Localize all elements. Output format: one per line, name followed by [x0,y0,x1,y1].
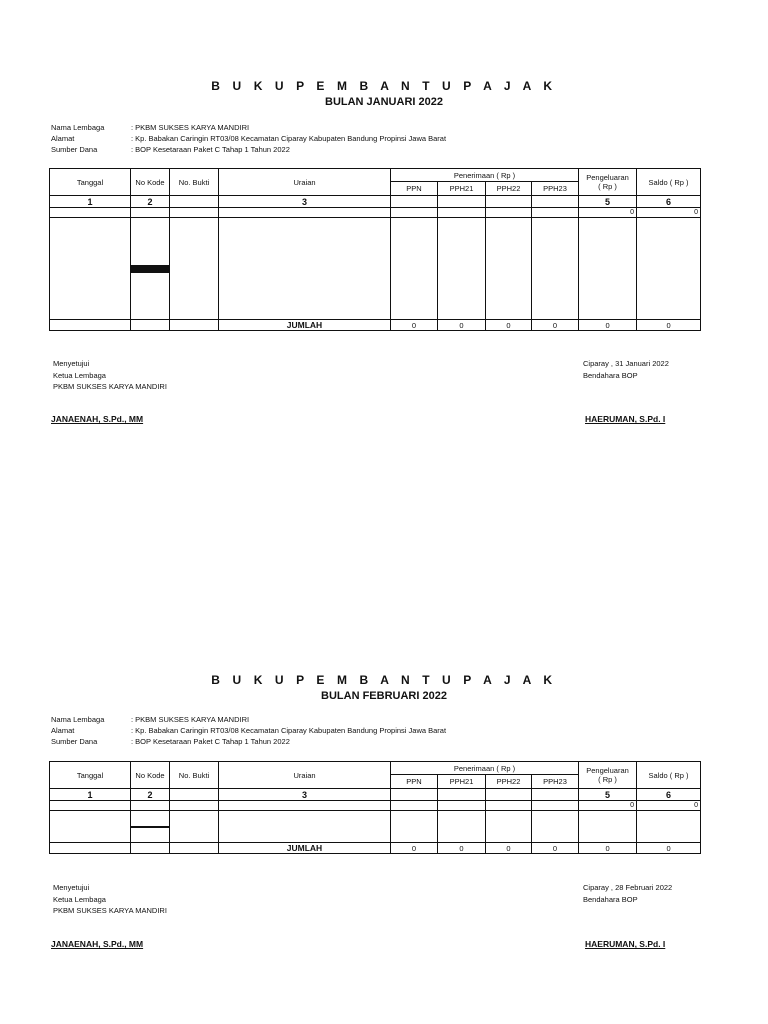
total-label: JUMLAH [219,320,391,331]
signer-right: HAERUMAN, S.Pd. I [585,939,666,949]
total-row: JUMLAH 0 0 0 0 0 0 [50,843,701,854]
header-pph21: PPH21 [438,775,486,789]
treasurer-block: Ciparay , 28 Februari 2022 Bendahara BOP [583,883,673,904]
info-row: Nama Lembaga : PKBM SUKSES KARYA MANDIRI [51,123,250,132]
kode-subrows [131,826,169,828]
header-tanggal: Tanggal [50,169,131,196]
treasurer-block: Ciparay , 31 Januari 2022 Bendahara BOP [583,359,669,380]
column-number-row: 1 2 3 5 6 [50,196,701,208]
header-pengeluaran: Pengeluaran ( Rp ) [579,169,637,196]
approval-block: Menyetujui Ketua Lembaga PKBM SUKSES KARYA MANDIRI [53,883,167,915]
header-ppn: PPN [391,182,438,196]
header-pph23: PPH23 [532,775,579,789]
header-no-bukti: No. Bukti [170,169,219,196]
tax-ledger-table [49,168,701,331]
column-number-row: 1 2 3 5 6 [50,789,701,801]
info-row: Sumber Dana : BOP Kesetaraan Paket C Tahap 1 Tahun 2022 [51,737,290,746]
header-penerimaan: Penerimaan ( Rp ) [391,169,579,182]
table-row [50,811,701,843]
header-pengeluaran: Pengeluaran ( Rp ) [579,762,637,789]
info-row: Alamat : Kp. Babakan Caringin RT03/08 Kecamatan Ciparay Kabupaten Bandung Propinsi Jawa Barat [51,726,447,735]
tax-ledger-table [49,761,701,854]
saldo-cell: 0 [637,208,701,218]
signer-right: HAERUMAN, S.Pd. I [585,414,666,424]
signer-left: JANAENAH, S.Pd., MM [51,939,144,949]
pengeluaran-cell: 0 [579,801,637,811]
header-no-bukti: No. Bukti [170,762,219,789]
header-tanggal: Tanggal [50,762,131,789]
header-ppn: PPN [391,775,438,789]
header-saldo: Saldo ( Rp ) [637,762,701,789]
document-subtitle: BULAN JANUARI 2022 [325,96,443,108]
header-pph22: PPH22 [486,182,532,196]
header-pph23: PPH23 [532,182,579,196]
header-uraian: Uraian [219,762,391,789]
approval-block: Menyetujui Ketua Lembaga PKBM SUKSES KARYA MANDIRI [53,359,167,391]
signer-left: JANAENAH, S.Pd., MM [51,414,144,424]
institution-info [51,714,446,747]
table-row [50,801,701,811]
info-row: Sumber Dana : BOP Kesetaraan Paket C Tahap 1 Tahun 2022 [51,145,290,154]
institution-info [51,122,446,155]
saldo-cell: 0 [637,801,701,811]
header-penerimaan: Penerimaan ( Rp ) [391,762,579,775]
pengeluaran-cell: 0 [579,208,637,218]
info-row: Alamat : Kp. Babakan Caringin RT03/08 Kecamatan Ciparay Kabupaten Bandung Propinsi Jawa Barat [51,134,447,143]
total-label: JUMLAH [219,843,391,854]
document-title: B U K U P E M B A N T U P A J A K [211,673,557,687]
header-pph21: PPH21 [438,182,486,196]
ledger-section-february [0,594,768,1024]
document-subtitle: BULAN FEBRUARI 2022 [321,690,447,702]
table-row [50,218,701,320]
document-title: B U K U P E M B A N T U P A J A K [211,79,557,93]
header-no-kode: No Kode [131,762,170,789]
total-row: JUMLAH 0 0 0 0 0 0 [50,320,701,331]
table-row [50,208,701,218]
info-row: Nama Lembaga : PKBM SUKSES KARYA MANDIRI [51,715,250,724]
kode-subrows [131,265,169,273]
header-no-kode: No Kode [131,169,170,196]
header-uraian: Uraian [219,169,391,196]
header-pph22: PPH22 [486,775,532,789]
header-saldo: Saldo ( Rp ) [637,169,701,196]
